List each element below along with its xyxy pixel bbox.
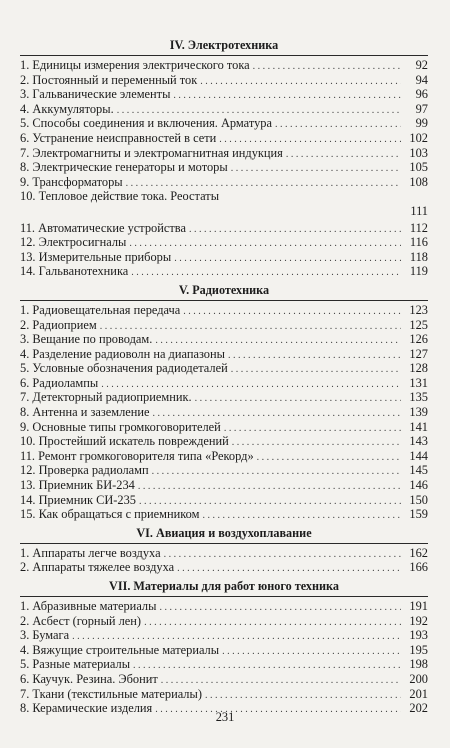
- entry-page-number: 97: [415, 101, 428, 116]
- entry-page-number: 202: [409, 701, 428, 716]
- entry-title: 13. Измерительные приборы: [20, 249, 172, 264]
- entry-page-number: 162: [409, 545, 428, 560]
- entry-title: 2. Радиоприем: [20, 317, 97, 332]
- dot-leader: [202, 507, 401, 524]
- entry-page-number: 99: [415, 116, 428, 131]
- entry-title: 3. Вещание по проводам.: [20, 332, 153, 347]
- entry-title: 3. Гальванические элементы: [20, 87, 171, 102]
- toc-entry: [20, 175, 428, 190]
- toc-entry: [20, 405, 428, 420]
- entry-title: 13. Приемник БИ-234: [20, 478, 135, 493]
- entry-title: 8. Антенна и заземление: [20, 405, 150, 420]
- toc-entry: [20, 318, 428, 333]
- entry-page-number: 135: [409, 390, 428, 405]
- entry-title: 11. Автоматические устройства: [20, 220, 186, 235]
- toc-section: [20, 526, 428, 575]
- entry-page-number: 193: [409, 628, 428, 643]
- toc-entry: [20, 507, 428, 522]
- entry-title: 5. Способы соединения и включения. Арматура: [20, 116, 273, 131]
- entry-page-number: 144: [409, 448, 428, 463]
- section-title: IV. Электротехника: [169, 38, 279, 52]
- toc-entry: [20, 58, 428, 73]
- entry-title: 1. Радиовещательная передача: [20, 302, 181, 317]
- entry-page-number: 166: [409, 560, 428, 575]
- entry-page-number: 119: [409, 264, 428, 279]
- entry-title: 14. Приемник СИ-235: [20, 492, 137, 507]
- dot-leader: [177, 560, 401, 577]
- entry-title: 2. Асбест (горный лен): [20, 613, 142, 628]
- entry-page-number: 125: [409, 317, 428, 332]
- entry-title: 8. Керамические изделия: [20, 701, 153, 716]
- entry-title: 11. Ремонт громкоговорителя типа «Рекорд»: [20, 448, 254, 463]
- entry-title: 7. Детекторный радиоприемник.: [20, 390, 192, 405]
- toc-entry: [20, 643, 428, 658]
- dot-leader: [131, 264, 401, 281]
- toc-entry: [20, 73, 428, 88]
- toc-entry: [20, 102, 428, 117]
- entry-title: 8. Электрические генераторы и моторы: [20, 160, 228, 175]
- entry-title: 7. Электромагниты и электромагнитная индукция: [20, 145, 283, 160]
- entry-title: 3. Бумага: [20, 628, 70, 643]
- toc-entry: [20, 560, 428, 575]
- toc-entry: [20, 657, 428, 672]
- entry-title: 7. Ткани (текстильные материалы): [20, 686, 202, 701]
- toc-entry: [20, 478, 428, 493]
- entry-title: 1. Аппараты легче воздуха: [20, 545, 161, 560]
- entry-page-number: 131: [409, 375, 428, 390]
- entry-page-number: 116: [409, 235, 428, 250]
- entry-title: 12. Электросигналы: [20, 235, 127, 250]
- entry-page-number: 141: [409, 419, 428, 434]
- entry-page-number: 200: [409, 671, 428, 686]
- entry-title: 14. Гальванотехника: [20, 264, 129, 279]
- entry-page-number: 191: [409, 599, 428, 613]
- entry-page-number: 139: [409, 405, 428, 420]
- section-title: VII. Материалы для работ юного техника: [109, 579, 339, 593]
- toc-entry: [20, 687, 428, 702]
- entry-page-number: 128: [409, 361, 428, 376]
- toc-section: [20, 283, 428, 522]
- toc-entry: [20, 131, 428, 146]
- entry-page-number: 127: [409, 346, 428, 361]
- entry-title: 6. Каучук. Резина. Эбонит: [20, 671, 158, 686]
- toc-section: [20, 579, 428, 716]
- section-title: V. Радиотехника: [178, 282, 270, 297]
- toc-entry: [20, 672, 428, 687]
- entry-title: 5. Условные обозначения радиодеталей: [20, 361, 228, 376]
- entry-page-number: 92: [415, 58, 428, 72]
- entry-page-number: 105: [409, 160, 428, 175]
- entry-title: 9. Трансформаторы: [20, 174, 123, 189]
- toc-entry: [20, 264, 428, 279]
- toc-entry: [20, 599, 428, 614]
- toc-entry: [20, 221, 428, 236]
- toc-entry: [20, 376, 428, 391]
- entry-page-number: 118: [409, 249, 428, 264]
- toc-entry: [20, 332, 428, 347]
- toc-entry: [20, 434, 428, 449]
- entry-title: 1. Абразивные материалы: [20, 599, 157, 613]
- toc-entry: [20, 614, 428, 629]
- section-title: VI. Авиация и воздухоплавание: [136, 525, 312, 540]
- entry-title: 10. Простейший искатель повреждений: [20, 434, 229, 449]
- entry-title: 10. Тепловое действие тока. Реостаты: [20, 189, 220, 204]
- entry-title: 5. Разные материалы: [20, 657, 131, 672]
- toc-entry: [20, 493, 428, 508]
- entry-page-number: 159: [409, 507, 428, 522]
- entry-page-number: 146: [409, 478, 428, 493]
- toc-entry: [20, 160, 428, 175]
- entry-title: 12. Проверка радиоламп: [20, 463, 149, 478]
- section-divider: [20, 596, 428, 597]
- toc-entry: [20, 420, 428, 435]
- entry-title: 4. Аккумуляторы.: [20, 101, 114, 116]
- entry-page-number: 102: [409, 130, 428, 145]
- entry-title: 1. Единицы измерения электрического тока: [20, 58, 250, 72]
- toc-entry: [20, 303, 428, 318]
- section-divider: [20, 543, 428, 544]
- page-number: 231: [215, 710, 235, 724]
- section-divider: [20, 55, 428, 56]
- section-divider: [20, 300, 428, 301]
- entry-page-number: 103: [409, 145, 428, 160]
- entry-page-number: 198: [409, 657, 428, 672]
- entry-page-number: 123: [409, 302, 428, 317]
- entry-page-number: 195: [409, 642, 428, 657]
- entry-page-number: 96: [415, 87, 428, 102]
- entry-title: 4. Разделение радиоволн на диапазоны: [20, 346, 225, 361]
- toc-entry: [20, 449, 428, 464]
- toc-entry: [20, 628, 428, 643]
- toc-entry: [20, 189, 428, 204]
- toc-entry: [20, 390, 428, 405]
- toc-entry: [20, 87, 428, 102]
- toc-entry: [20, 146, 428, 161]
- toc-entry: [20, 546, 428, 561]
- toc-entry: [20, 250, 428, 265]
- entry-page-number: 143: [409, 434, 428, 449]
- entry-title: 6. Устранение неисправностей в сети: [20, 130, 217, 145]
- toc-section: [20, 38, 428, 279]
- entry-title: 6. Радиолампы: [20, 375, 99, 390]
- entry-page-number: 126: [409, 332, 428, 347]
- entry-page-number: 201: [409, 686, 428, 701]
- toc-entry: [20, 235, 428, 250]
- entry-page-number: 108: [409, 174, 428, 189]
- entry-page-number: 150: [409, 492, 428, 507]
- toc-entry: [20, 116, 428, 131]
- entry-page-number: 192: [409, 613, 428, 628]
- entry-title: 2. Постоянный и переменный ток: [20, 72, 198, 87]
- toc-entry: [20, 347, 428, 362]
- toc-entry-continuation: [20, 204, 428, 219]
- entry-page-number: 145: [409, 463, 428, 478]
- entry-title: 15. Как обращаться с приемником: [20, 507, 200, 522]
- entry-title: 4. Вяжущие строительные материалы: [20, 642, 220, 657]
- table-of-contents: [20, 38, 428, 720]
- toc-entry: [20, 463, 428, 478]
- entry-title: 2. Аппараты тяжелее воздуха: [20, 560, 175, 575]
- entry-title: 9. Основные типы громкоговорителей: [20, 419, 221, 434]
- toc-entry: [20, 361, 428, 376]
- entry-page-number: 112: [409, 220, 428, 235]
- entry-page-number: 111: [410, 203, 428, 218]
- entry-page-number: 94: [415, 72, 428, 87]
